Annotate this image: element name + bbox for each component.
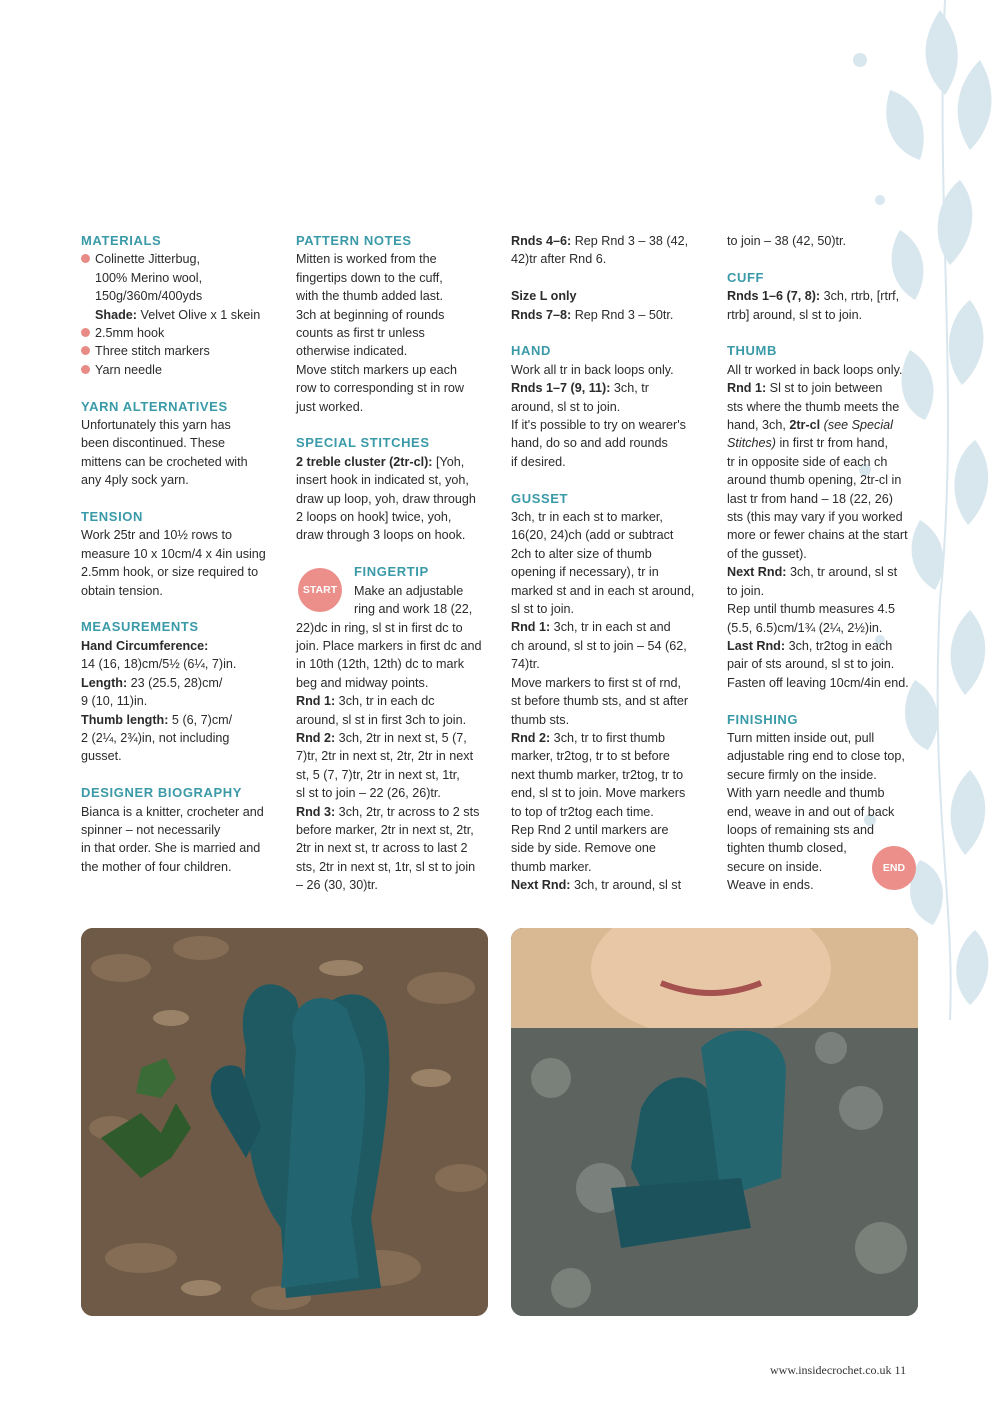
body-text: around, sl st in first 3ch to join. [296,712,467,727]
body-text: row to corresponding st in row [296,381,464,396]
body-text: obtain tension. [81,583,163,598]
body-text: Rnd 1: 3ch, tr in each dc [296,694,435,709]
body-text: of the gusset). [727,546,807,561]
column-2 [296,232,492,895]
body-text: measure 10 x 10cm/4 x 4in using [81,546,266,561]
materials-heading: MATERIALS [81,233,162,248]
body-text: Length: 23 (25.5, 28)cm/ [81,675,223,690]
body-text: Thumb length: 5 (6, 7)cm/ [81,712,233,727]
body-text: draw through 3 loops on hook. [296,528,466,543]
body-text: more or fewer chains at the start [727,528,908,543]
body-text: beg and midway points. [296,675,429,690]
start-badge: START [298,568,342,612]
body-text: join. Place markers in first dc and [296,638,482,653]
gusset-heading: GUSSET [511,490,569,506]
special-stitches-heading: SPECIAL STITCHES [296,435,430,451]
body-text: tighten thumb closed, [727,841,847,856]
material-item: Colinette Jitterbug, [81,250,277,268]
body-text: draw up loop, yoh, draw through [296,491,476,506]
body-text: 16(20, 24)ch (add or subtract [511,528,674,543]
body-text: next thumb marker, tr2tog, tr to [511,767,684,782]
body-text: Next Rnd: 3ch, tr around, sl st [511,878,682,893]
body-text: opening if necessary), tr in [511,565,659,580]
body-text: loops of remaining sts and [727,822,875,837]
body-text: spinner – not necessarily [81,822,221,837]
material-item: Yarn needle [81,361,277,379]
body-text: side by side. Remove one [511,841,656,856]
body-text: Bianca is a knitter, crocheter and [81,804,264,819]
body-text: ring and work 18 (22, [354,602,473,617]
body-text: With yarn needle and thumb [727,786,885,801]
body-text: adjustable ring end to close top, [727,749,905,764]
body-text: Rnd 3: 3ch, 2tr, tr across to 2 sts [296,804,480,819]
footer [770,1363,906,1378]
body-text: hand, 3ch, 2tr-cl (see Special [727,418,893,433]
body-text: in that order. She is married and [81,841,261,856]
body-text: rtrb] around, sl st to join. [727,307,863,322]
body-text: Weave in ends. [727,878,814,893]
body-text: Hand Circumference: [81,638,209,653]
body-text: 2 loops on hook] twice, yoh, [296,510,452,525]
body-text: just worked. [296,399,364,414]
mittens-photo-illustration [81,928,488,1316]
body-text: 7)tr, 2tr in next st, 2tr, 2tr in next [296,749,474,764]
column-1 [81,232,277,876]
body-text: fingertips down to the cuff, [296,270,443,285]
body-text: ch around, sl st to join – 54 (62, [511,638,687,653]
body-text: Rnd 1: 3ch, tr in each st and [511,620,671,635]
woman-wearing-mittens-photo [511,928,918,1316]
material-item: Three stitch markers [81,342,277,360]
body-text: thumb marker. [511,859,592,874]
body-text: Rnds 7–8: Rep Rnd 3 – 50tr. [511,307,674,322]
website-url: www.insidecrochet.co.uk [770,1363,892,1377]
end-badge: END [872,846,916,890]
body-text: Unfortunately this yarn has [81,418,231,433]
body-text: with the thumb added last. [296,289,444,304]
page-number: 11 [894,1363,907,1377]
body-text: the mother of four children. [81,859,232,874]
body-text: 2tr in next st, tr across to last 2 [296,841,468,856]
body-text: 9 (10, 11)in. [81,694,148,709]
material-text: Shade: Velvet Olive x 1 skein [95,307,261,322]
yarn-alternatives-heading: YARN ALTERNATIVES [81,398,228,414]
body-text: otherwise indicated. [296,344,408,359]
body-text: before marker, 2tr in next st, 2tr, [296,822,474,837]
body-text: Next Rnd: 3ch, tr around, sl st [727,565,898,580]
body-text: sts (this may vary if you worked [727,510,903,525]
body-text: any 4ply sock yarn. [81,473,189,488]
body-text: 74)tr. [511,657,540,672]
body-text: 2ch to alter size of thumb [511,546,652,561]
body-text: Mitten is worked from the [296,252,437,267]
body-text: Rnd 2: 3ch, 2tr in next st, 5 (7, [296,730,467,745]
body-text: marker, tr2tog, tr to st before [511,749,670,764]
body-text: tr in opposite side of each ch [727,454,888,469]
body-text: 42)tr after Rnd 6. [511,252,607,267]
body-text: Move markers to first st of rnd, [511,675,682,690]
body-text: Rnds 1–7 (9, 11): 3ch, tr [511,381,649,396]
body-text: counts as first tr unless [296,326,425,341]
body-text: 22)dc in ring, sl st in first dc to [296,620,463,635]
body-text: pair of sts around, sl st to join. [727,657,895,672]
cuff-heading: CUFF [727,269,765,285]
column-4 [727,232,923,895]
bullet-icon [81,254,90,263]
body-text: around, sl st to join. [511,399,621,414]
body-text: 3ch, tr in each st to marker, [511,510,663,525]
body-text: sts, 2tr in next st, 1tr, sl st to join [296,859,476,874]
body-text: st before thumb sts, and st after [511,694,689,709]
body-text: Size L only [511,289,577,304]
body-text: insert hook in indicated st, yoh, [296,473,469,488]
body-text: marked st and in each st around, [511,583,695,598]
body-text: Turn mitten inside out, pull [727,730,875,745]
hand-heading: HAND [511,343,551,359]
woman-photo-illustration [511,928,918,1316]
bullet-icon [81,346,90,355]
body-text: Rnd 1: Sl st to join between [727,381,883,396]
body-text: gusset. [81,749,122,764]
body-text: Work 25tr and 10½ rows to [81,528,232,543]
body-text: if desired. [511,454,566,469]
body-text: last tr from hand – 18 (22, 26) [727,491,893,506]
body-text: (5.5, 6.5)cm/1¾ (2¼, 2½)in. [727,620,883,635]
body-text: – 26 (30, 30)tr. [296,878,378,893]
finishing-heading: FINISHING [727,711,799,727]
mittens-on-leaves-photo [81,928,488,1316]
body-text: If it's possible to try on wearer's [511,418,686,433]
body-text: thumb sts. [511,712,570,727]
material-text: 100% Merino wool, [95,270,203,285]
pattern-notes-heading: PATTERN NOTES [296,233,412,248]
body-text: Last Rnd: 3ch, tr2tog in each [727,638,893,653]
material-item: 2.5mm hook [81,324,277,342]
body-text: to join. [727,583,765,598]
body-text: 3ch at beginning of rounds [296,307,445,322]
body-text: 14 (16, 18)cm/5½ (6¼, 7)in. [81,657,237,672]
body-text: Move stitch markers up each [296,362,457,377]
body-text: around thumb opening, 2tr-cl in [727,473,902,488]
body-text: Rnd 2: 3ch, tr to first thumb [511,730,665,745]
measurements-heading: MEASUREMENTS [81,619,199,635]
body-text: Rnds 1–6 (7, 8): 3ch, rtrb, [rtrf, [727,289,900,304]
body-text: hand, do so and add rounds [511,436,668,451]
body-text: Stitches) in first tr from hand, [727,436,888,451]
body-text: Work all tr in back loops only. [511,362,674,377]
body-text: been discontinued. These [81,436,226,451]
body-text: 2 treble cluster (2tr-cl): [Yoh, [296,454,465,469]
body-text: Rep until thumb measures 4.5 [727,602,896,617]
material-text: 150g/360m/400yds [95,289,203,304]
body-text: sl st to join. [511,602,574,617]
bullet-icon [81,328,90,337]
body-text: 2.5mm hook, or size required to [81,565,259,580]
body-text: All tr worked in back loops only. [727,362,903,377]
body-text: to top of tr2tog each time. [511,804,654,819]
body-text: in 10th (12th, 12th) dc to mark [296,657,465,672]
body-text: Fasten off leaving 10cm/4in end. [727,675,909,690]
fingertip-heading: FINGERTIP [354,564,429,580]
column-3 [511,232,707,895]
body-text: Rep Rnd 2 until markers are [511,822,669,837]
body-text: end, sl st to join. Move markers [511,786,686,801]
body-text: secure firmly on the inside. [727,767,877,782]
body-text: 2 (2¼, 2¾)in, not including [81,730,230,745]
thumb-heading: THUMB [727,343,777,359]
body-text: secure on inside. [727,859,823,874]
body-text: sl st to join – 22 (26, 26)tr. [296,786,441,801]
body-text: to join – 38 (42, 50)tr. [727,234,847,248]
body-text: Rnds 4–6: Rep Rnd 3 – 38 (42, [511,234,689,248]
body-text: end, weave in and out of back [727,804,895,819]
tension-heading: TENSION [81,509,143,525]
designer-biography-heading: DESIGNER BIOGRAPHY [81,785,243,801]
body-text: mittens can be crocheted with [81,454,248,469]
body-text: st, 5 (7, 7)tr, 2tr in next st, 1tr, [296,767,460,782]
bullet-icon [81,365,90,374]
body-text: sts where the thumb meets the [727,399,900,414]
body-text: Make an adjustable [354,583,464,598]
